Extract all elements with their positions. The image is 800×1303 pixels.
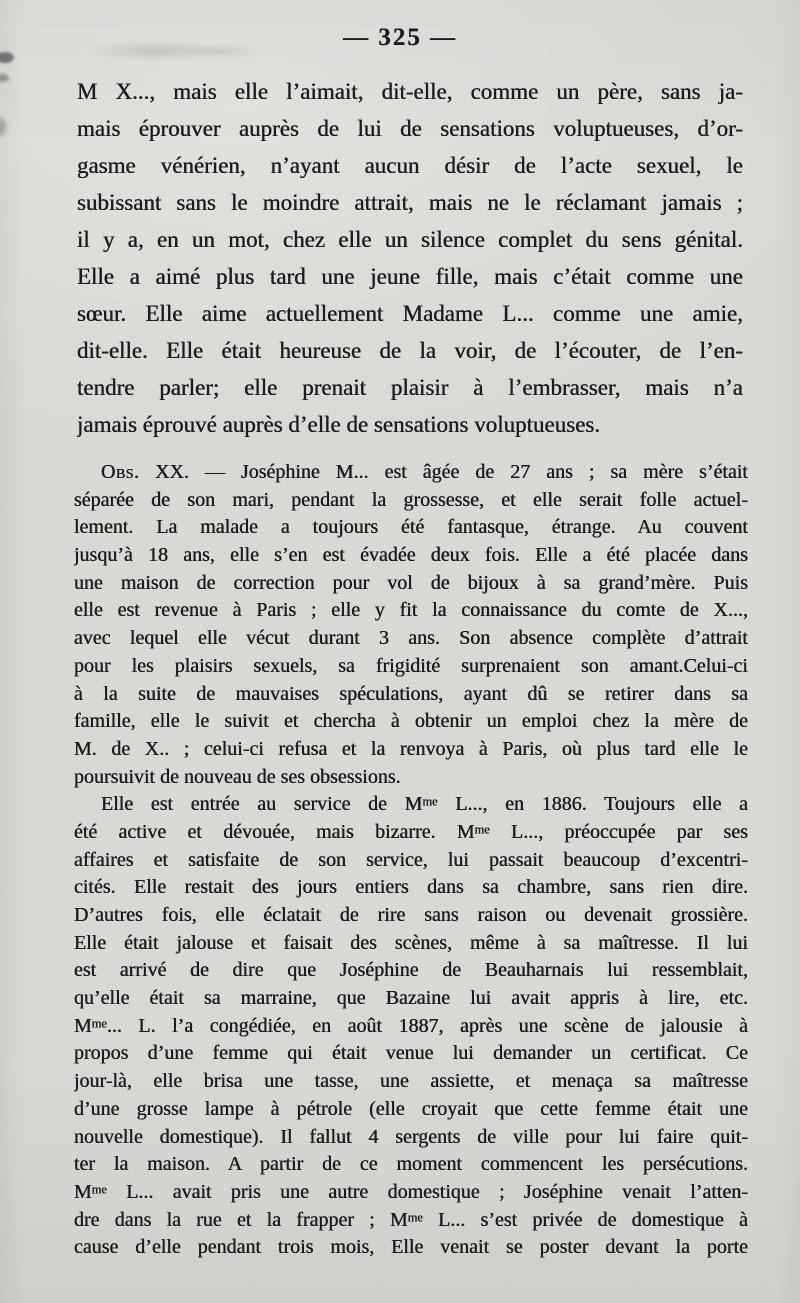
text-line: qu’elle était sa marraine, que Bazaine lui avait appris à lire, etc. xyxy=(74,987,748,1010)
text-line: jusqu’à 18 ans, elle s’en est évadée deux fois. Elle a été placée dans xyxy=(74,544,748,567)
main-paragraph xyxy=(77,73,743,443)
text-line: dre dans la rue et la frapper ; $M^{me}$ L... s’est privée de domestique à xyxy=(74,1208,748,1231)
observation-xx-paragraph xyxy=(74,459,748,1262)
text-line: propos d’une femme qui était venue lui demander un certificat. Ce xyxy=(74,1042,748,1065)
text-line: Elle était jalouse et faisait des scènes, même à sa maîtresse. Il lui xyxy=(74,931,748,954)
text-line: gasme vénérien, n’ayant aucun désir de l’acte sexuel, le xyxy=(77,153,743,178)
text-line: cause d’elle pendant trois mois, Elle venait se poster devant la porte xyxy=(74,1236,748,1259)
text-line: jamais éprouvé auprès d’elle de sensations voluptueuses. xyxy=(77,412,601,437)
text-line: lement. La malade a toujours été fantasque, étrange. Au couvent xyxy=(74,516,748,539)
text-line: affaires et satisfaite de son service, lui passait beaucoup d’excentri- xyxy=(74,848,748,871)
text-line: est arrivé de dire que Joséphine de Beauharnais lui ressemblait, xyxy=(74,959,748,982)
text-line: famille, elle le suivit et chercha à obtenir un emploi chez la mère de xyxy=(74,710,748,733)
text-line: cités. Elle restait des jours entiers dans sa chambre, sans rien dire. xyxy=(74,876,748,899)
scan-edge-mark xyxy=(0,118,6,136)
text-line: $M^{me}$... L. l’a congédiée, en août 1887, après une scène de jalousie à xyxy=(74,1014,748,1037)
text-line: ter la maison. A partir de ce moment commencent les persécutions. xyxy=(74,1153,748,1176)
text-line: Elle a aimé plus tard une jeune fille, mais c’était comme une xyxy=(77,264,743,289)
text-line: M. de X.. ; celui-ci refusa et la renvoya à Paris, où plus tard elle le xyxy=(74,737,748,760)
text-line: jour-là, elle brisa une tasse, une assiette, et menaça sa maîtresse xyxy=(74,1070,748,1093)
text-line: subissant sans le moindre attrait, mais ne le réclamant jamais ; xyxy=(77,190,743,215)
text-line: D’autres fois, elle éclatait de rire sans raison ou devenait grossière. xyxy=(74,904,748,926)
text-line: séparée de son mari, pendant la grossesse, et elle serait folle actuel- xyxy=(74,488,748,511)
text-line: mais éprouver auprès de lui de sensations voluptueuses, d’or- xyxy=(77,116,743,141)
text-line: il y a, en un mot, chez elle un silence complet du sens génital. xyxy=(77,227,743,252)
scan-edge-mark xyxy=(0,74,9,82)
scan-edge-mark xyxy=(0,52,14,63)
text-line: Obs. XX. — Joséphine M... est âgée de 27 ans ; sa mère s’était xyxy=(101,461,748,483)
text-line: à la suite de mauvaises spéculations, ayant dû se retirer dans sa xyxy=(74,682,748,705)
text-line: $M^{me}$ L... avait pris une autre domestique ; Joséphine venait l’atten- xyxy=(74,1180,748,1203)
page-number: — 325 — xyxy=(343,24,457,51)
text-line: nouvelle domestique). Il fallut 4 sergents de ville pour lui faire quit- xyxy=(74,1125,748,1148)
text-line: M X..., mais elle l’aimait, dit-elle, comme un père, sans ja- xyxy=(77,79,743,104)
text-line: une maison de correction pour vol de bijoux à sa grand’mère. Puis xyxy=(74,571,748,594)
text-line: tendre parler; elle prenait plaisir à l’embrasser, mais n’a xyxy=(77,375,743,400)
text-line: pour les plaisirs sexuels, sa frigidité surprenaient son amant.Celui-ci xyxy=(74,654,748,677)
text-line: elle est revenue à Paris ; elle y fit la connaissance du comte de X..., xyxy=(74,599,748,622)
text-line: poursuivit de nouveau de ses obsessions. xyxy=(74,765,401,788)
text-line: sœur. Elle aime actuellement Madame L... comme une amie, xyxy=(77,301,743,326)
text-line: dit-elle. Elle était heureuse de la voir, de l’écouter, de l’en- xyxy=(77,338,743,363)
text-line: été active et dévouée, mais bizarre. $M^{me}$ L..., préoccupée par ses xyxy=(74,820,748,843)
text-line: avec lequel elle vécut durant 3 ans. Son absence complète d’attrait xyxy=(74,627,748,650)
text-line: d’une grosse lampe à pétrole (elle croyait que cette femme était une xyxy=(74,1097,748,1120)
text-line: Elle est entrée au service de $M^{me}$ L..., en 1886. Toujours elle a xyxy=(101,793,748,816)
